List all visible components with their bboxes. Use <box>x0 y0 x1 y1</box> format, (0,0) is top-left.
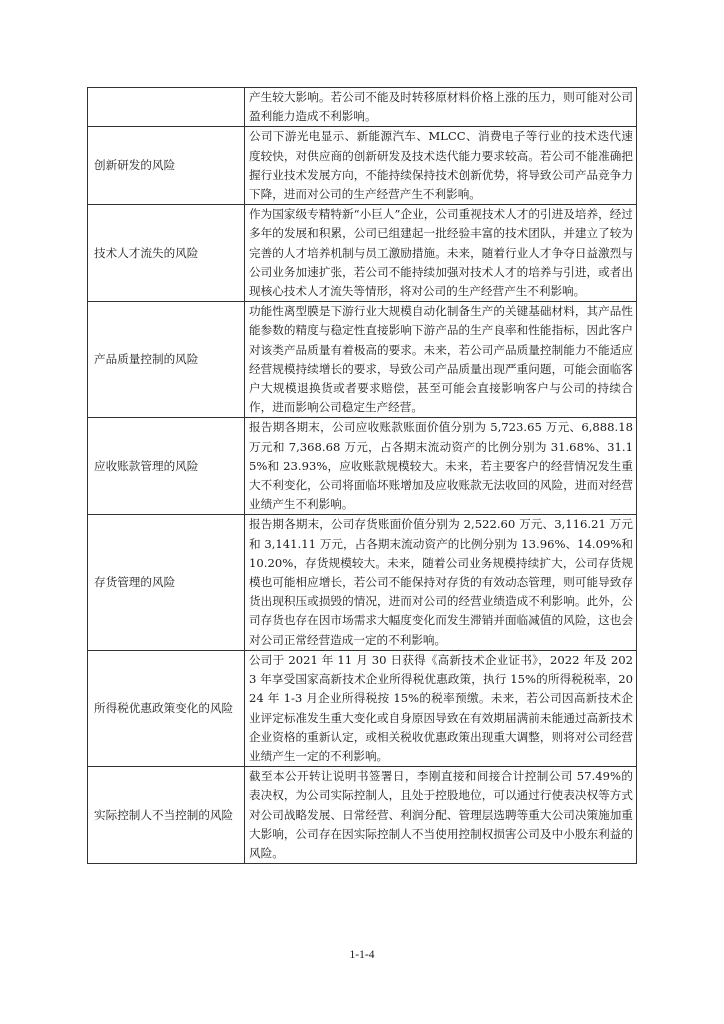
risk-description-cell: 产生较大影响。若公司不能及时转移原材料价格上涨的压力，则可能对公司盈利能力造成不利影响。 <box>245 88 637 127</box>
risk-factor-table <box>87 87 637 864</box>
risk-description-cell: 公司下游光电显示、新能源汽车、MLCC、消费电子等行业的技术迭代速度较快，对供应商的创新研发及技术迭代能力要求较高。若公司不能准确把握行业技术发展方向，不能持续保持技术创新优势，将导致公司产品竞争力下降，进而对公司的生产经营产生不利影响。 <box>245 127 637 205</box>
table-row <box>88 205 637 302</box>
risk-description-cell: 截至本公开转让说明书签署日，李刚直接和间接合计控制公司 57.49%的表决权，为公司实际控制人，且处于控股地位，可以通过行使表决权等方式对公司战略发展、日常经营、利润分配、管理层选聘等重大公司决策施加重大影响，公司存在因实际控制人不当使用控制权损害公司及中小股东利益的风险。 <box>245 767 637 864</box>
table-row <box>88 418 637 515</box>
table-row <box>88 650 637 766</box>
risk-name-cell: 产品质量控制的风险 <box>88 302 245 418</box>
risk-name-cell: 实际控制人不当控制的风险 <box>88 767 245 864</box>
risk-description-cell: 报告期各期末，公司存货账面价值分别为 2,522.60 万元、3,116.21 万元和 3,141.11 万元，占各期末流动资产的比例分别为 13.96%、14.09%和 10.20%，存货规模较大。未来，随着公司业务规模持续扩大，公司存货规模也可能相应增长，若公司不能保持对存货的有效动态管理，则可能导致存货出现积压或损毁的情况，进而对公司的经营业绩造成不利影响。此外，公司存货也存在因市场需求大幅度变化而发生滞销并面临减值的风险，这也会对公司正常经营造成一定的不利影响。 <box>245 515 637 650</box>
table-row <box>88 515 637 650</box>
risk-description-cell: 功能性离型膜是下游行业大规模自动化制备生产的关键基础材料，其产品性能参数的精度与稳定性直接影响下游产品的生产良率和性能指标，因此客户对该类产品质量有着极高的要求。未来，若公司产品质量控制能力不能适应经营规模持续增长的要求，导致公司产品质量出现严重问题，可能会面临客户大规模退换货或者要求赔偿，甚至可能会直接影响客户与公司的持续合作，进而影响公司稳定生产经营。 <box>245 302 637 418</box>
risk-name-cell: 存货管理的风险 <box>88 515 245 650</box>
risk-description-cell: 作为国家级专精特新“小巨人”企业，公司重视技术人才的引进及培养，经过多年的发展和积累，公司已组建起一批经验丰富的技术团队，并建立了较为完善的人才培养机制与员工激励措施。未来，随着行业人才争夺日益激烈与公司业务加速扩张，若公司不能持续加强对技术人才的培养与引进，或者出现核心技术人才流失等情形，将对公司的生产经营产生不利影响。 <box>245 205 637 302</box>
risk-name-cell: 技术人才流失的风险 <box>88 205 245 302</box>
page-number: 1-1-4 <box>349 949 375 961</box>
table-row <box>88 127 637 205</box>
risk-description-cell: 报告期各期末，公司应收账款账面价值分别为 5,723.65 万元、6,888.18 万元和 7,368.68 万元，占各期末流动资产的比例分别为 31.68%、31.15%和 23.93%，应收账款规模较大。未来，若主要客户的经营情况发生重大不利变化，公司将面临坏账增加及应收账款无法收回的风险，进而对经营业绩产生不利影响。 <box>245 418 637 515</box>
risk-name-cell: 所得税优惠政策变化的风险 <box>88 650 245 766</box>
risk-name-cell <box>88 88 245 127</box>
risk-name-cell: 创新研发的风险 <box>88 127 245 205</box>
table-row <box>88 88 637 127</box>
risk-description-cell: 公司于 2021 年 11 月 30 日获得《高新技术企业证书》，2022 年及 2023 年享受国家高新技术企业所得税优惠政策，执行 15%的所得税税率，2024 年 1-3 月企业所得税按 15%的税率预缴。未来，若公司因高新技术企业评定标准发生重大变化或自身原因导致在有效期届满前未能通过高新技术企业资格的重新认定，或相关税收优惠政策出现重大调整，则将对公司经营业绩产生一定的不利影响。 <box>245 650 637 766</box>
risk-name-cell: 应收账款管理的风险 <box>88 418 245 515</box>
table-row <box>88 302 637 418</box>
table-row <box>88 767 637 864</box>
